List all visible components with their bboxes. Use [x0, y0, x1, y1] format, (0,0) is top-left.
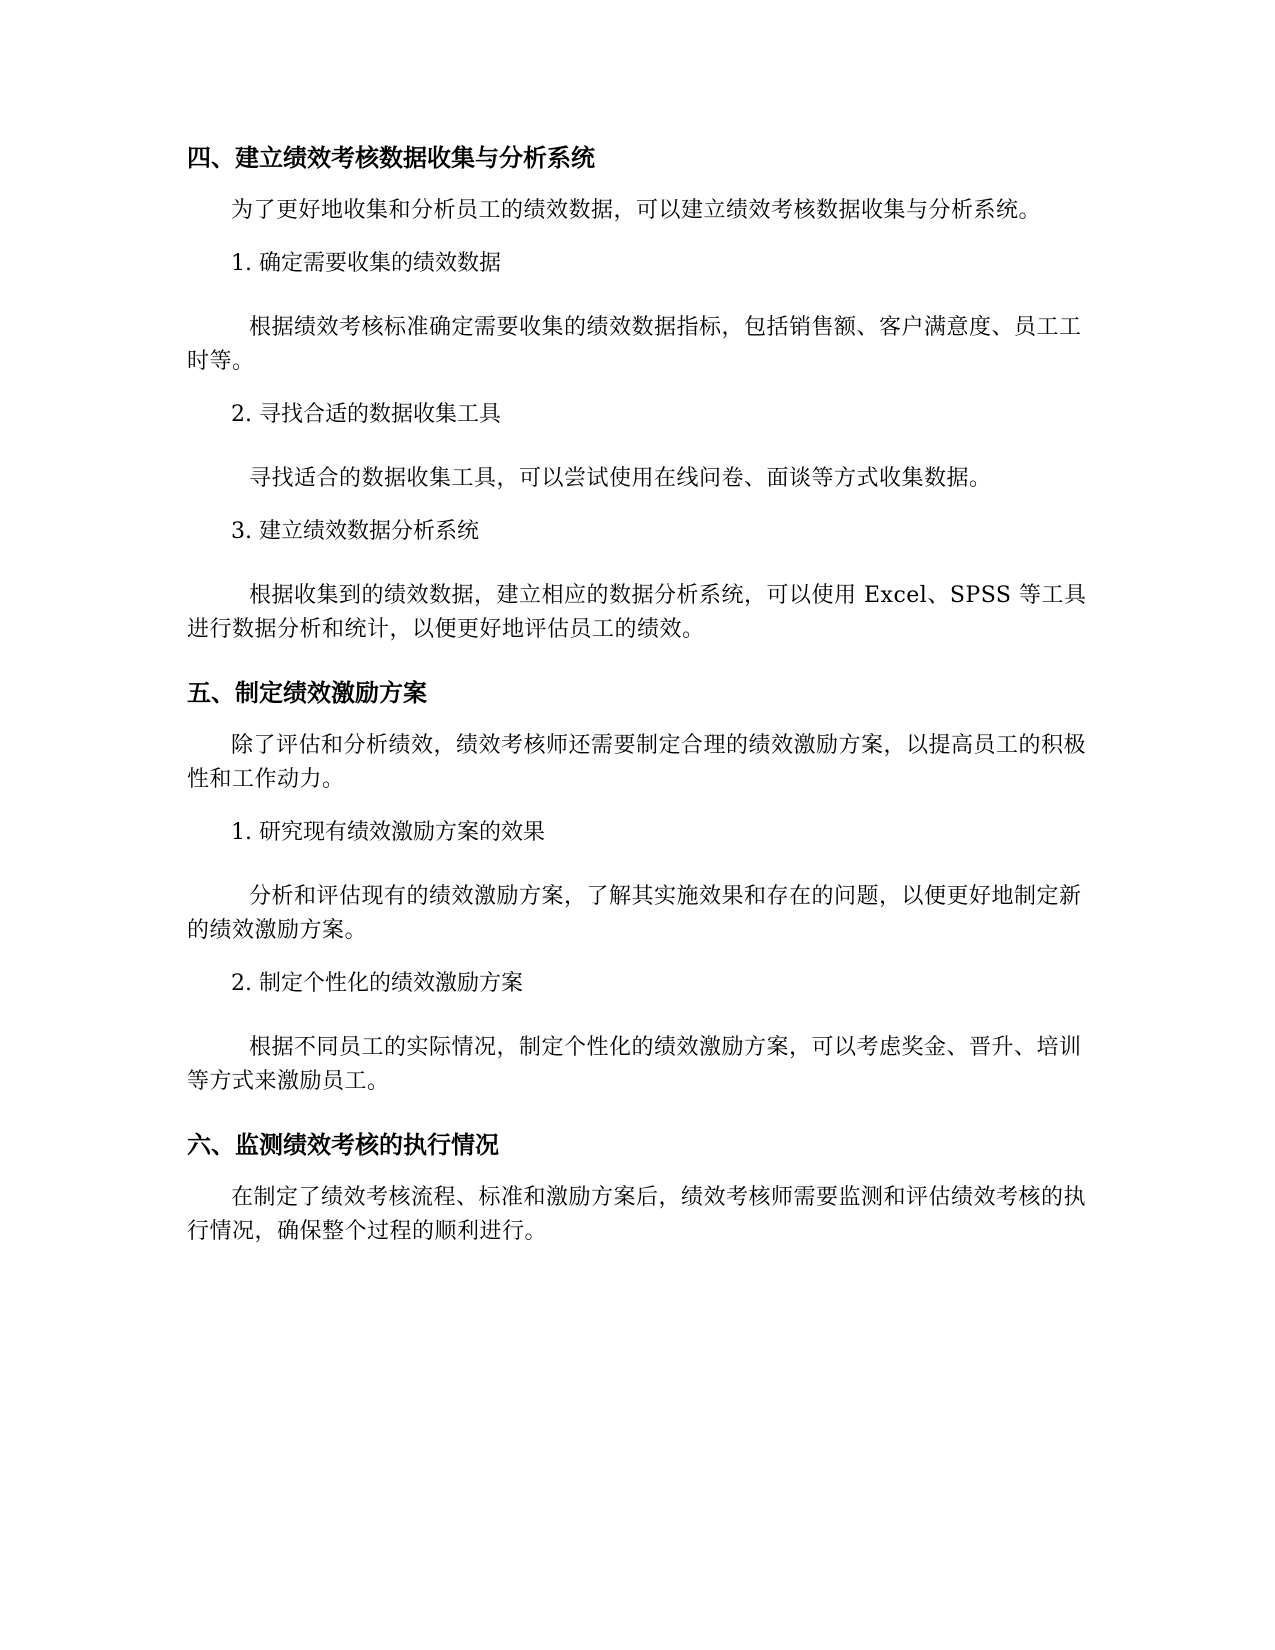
list-item-body: 根据不同员工的实际情况，制定个性化的绩效激励方案，可以考虑奖金、晋升、培训等方式来激励员工。 [187, 1035, 1082, 1094]
document-body [187, 140, 1087, 1268]
list-item-title: 2. 制定个性化的绩效激励方案 [231, 971, 523, 996]
section-intro: 在制定了绩效考核流程、标准和激励方案后，绩效考核师需要监测和评估绩效考核的执行情况，确保整个过程的顺利进行。 [187, 1185, 1087, 1244]
list-item-body: 寻找适合的数据收集工具，可以尝试使用在线问卷、面谈等方式收集数据。 [249, 466, 992, 491]
list-item-title: 1. 研究现有绩效激励方案的效果 [231, 820, 545, 845]
list-item-title: 1. 确定需要收集的绩效数据 [231, 251, 501, 276]
section-6 [187, 1127, 1087, 1249]
list-item-title: 3. 建立绩效数据分析系统 [231, 519, 479, 544]
list-item-body: 根据收集到的绩效数据，建立相应的数据分析系统，可以使用 Excel、SPSS 等工具进行数据分析和统计，以便更好地评估员工的绩效。 [187, 583, 1087, 642]
section-heading: 五、制定绩效激励方案 [187, 679, 427, 707]
section-4 [187, 140, 1087, 647]
list-item-body: 根据绩效考核标准确定需要收集的绩效数据指标，包括销售额、客户满意度、员工工时等。 [187, 315, 1082, 374]
section-heading: 四、建立绩效考核数据收集与分析系统 [187, 144, 595, 172]
list-item-body: 分析和评估现有的绩效激励方案，了解其实施效果和存在的问题，以便更好地制定新的绩效激励方案。 [187, 884, 1082, 943]
section-intro: 除了评估和分析绩效，绩效考核师还需要制定合理的绩效激励方案，以提高员工的积极性和工作动力。 [187, 733, 1087, 792]
section-heading: 六、监测绩效考核的执行情况 [187, 1131, 499, 1159]
section-5 [187, 675, 1087, 1099]
list-item-title: 2. 寻找合适的数据收集工具 [231, 402, 501, 427]
section-intro: 为了更好地收集和分析员工的绩效数据，可以建立绩效考核数据收集与分析系统。 [231, 198, 1042, 223]
